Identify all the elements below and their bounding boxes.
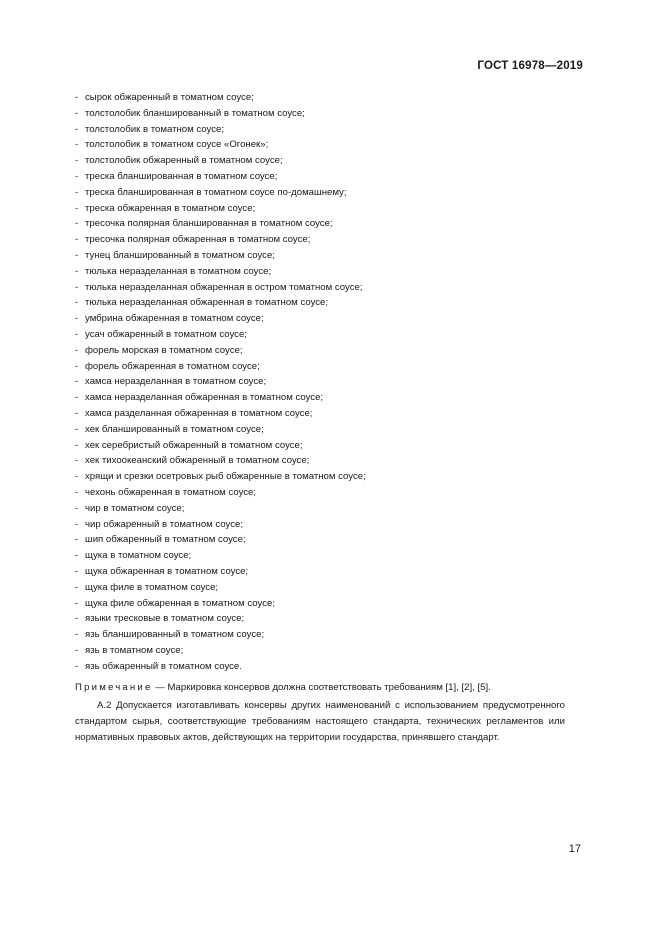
list-item xyxy=(75,311,575,327)
list-item-text: тресочка полярная обжаренная в томатном соусе; xyxy=(85,234,311,246)
list-item xyxy=(75,248,575,264)
list-item-text: хек серебристый обжаренный в томатном соусе; xyxy=(85,439,303,451)
paragraph-a2 xyxy=(75,698,565,745)
list-item xyxy=(75,343,575,359)
list-bullet: - xyxy=(75,186,79,198)
list-bullet: - xyxy=(75,249,79,261)
list-item-text: тунец бланшированный в томатном соусе; xyxy=(85,249,275,261)
list-bullet: - xyxy=(75,565,79,577)
list-bullet: - xyxy=(75,313,79,325)
list-bullet: - xyxy=(75,360,79,372)
list-item-text: язь обжаренный в томатном соусе. xyxy=(85,660,242,672)
list-item-text: хамса неразделанная обжаренная в томатном соусе; xyxy=(85,392,324,404)
list-item xyxy=(75,374,575,390)
list-bullet: - xyxy=(75,392,79,404)
list-bullet: - xyxy=(75,139,79,151)
list-item-text: язь бланшированный в томатном соусе; xyxy=(85,629,265,641)
list-item xyxy=(75,580,575,596)
list-item-text: толстолобик бланшированный в томатном соусе; xyxy=(85,107,305,119)
list-bullet: - xyxy=(75,281,79,293)
list-item-text: усач обжаренный в томатном соусе; xyxy=(85,328,247,340)
list-item xyxy=(75,643,575,659)
list-item-text: язь в томатном соусе; xyxy=(85,644,184,656)
list-bullet: - xyxy=(75,518,79,530)
list-bullet: - xyxy=(75,613,79,625)
list-item xyxy=(75,90,575,106)
list-bullet: - xyxy=(75,107,79,119)
note-text: — Маркировка консервов должна соответствовать требованиям [1], [2], [5]. xyxy=(152,682,491,693)
list-item xyxy=(75,201,575,217)
list-item xyxy=(75,548,575,564)
list-item-text: чир обжаренный в томатном соусе; xyxy=(85,518,244,530)
list-bullet: - xyxy=(75,123,79,135)
list-item-text: треска бланшированная в томатном соусе; xyxy=(85,170,278,182)
list-item xyxy=(75,264,575,280)
list-item-text: хек бланшированный в томатном соусе; xyxy=(85,423,264,435)
list-bullet: - xyxy=(75,218,79,230)
list-item-text: треска обжаренная в томатном соусе; xyxy=(85,202,256,214)
list-item-text: хек тихоокеанский обжаренный в томатном соусе; xyxy=(85,455,310,467)
list-bullet: - xyxy=(75,629,79,641)
list-item xyxy=(75,659,575,675)
list-item-text: тюлька неразделанная обжаренная в томатном соусе; xyxy=(85,297,329,309)
list-bullet: - xyxy=(75,328,79,340)
list-item xyxy=(75,406,575,422)
note xyxy=(75,680,575,695)
list-bullet: - xyxy=(75,660,79,672)
list-bullet: - xyxy=(75,471,79,483)
list-bullet: - xyxy=(75,170,79,182)
list-bullet: - xyxy=(75,344,79,356)
list-item xyxy=(75,359,575,375)
list-item xyxy=(75,469,575,485)
list-bullet: - xyxy=(75,439,79,451)
note-label: Примечание xyxy=(75,682,153,693)
list-bullet: - xyxy=(75,455,79,467)
list-item-text: тресочка полярная бланшированная в томатном соусе; xyxy=(85,218,333,230)
list-item xyxy=(75,596,575,612)
list-item-text: толстолобик обжаренный в томатном соусе; xyxy=(85,155,283,167)
list-item xyxy=(75,627,575,643)
list-item xyxy=(75,280,575,296)
product-list xyxy=(75,90,575,674)
list-item-text: хамса разделанная обжаренная в томатном соусе; xyxy=(85,407,313,419)
list-item-text: щука филе обжаренная в томатном соусе; xyxy=(85,597,276,609)
list-item-text: щука филе в томатном соусе; xyxy=(85,581,219,593)
list-bullet: - xyxy=(75,92,79,103)
list-bullet: - xyxy=(75,202,79,214)
list-item-text: тюлька неразделанная обжаренная в остром томатном соусе; xyxy=(85,281,363,293)
list-item-text: толстолобик в томатном соусе; xyxy=(85,123,224,135)
list-item xyxy=(75,532,575,548)
list-item xyxy=(75,185,575,201)
list-item-text: чир в томатном соусе; xyxy=(85,502,185,514)
list-item xyxy=(75,390,575,406)
list-item-text: тюлька неразделанная в томатном соусе; xyxy=(85,265,272,277)
list-bullet: - xyxy=(75,297,79,309)
list-item-text: сырок обжаренный в томатном соусе; xyxy=(85,92,254,103)
list-item-text: форель обжаренная в томатном соусе; xyxy=(85,360,260,372)
list-item xyxy=(75,137,575,153)
list-bullet: - xyxy=(75,423,79,435)
page-number: 17 xyxy=(568,843,581,855)
list-bullet: - xyxy=(75,407,79,419)
list-bullet: - xyxy=(75,550,79,562)
paragraph-text: А.2 Допускается изготавливать консервы других наименований с использованием предусмотренного стандартом сырья, соответствующие требованиям настоящего стандарта, технических регламентов или нормативных правовых актов, действующих на территории государства, принявшего стандарт. xyxy=(75,700,565,743)
list-item xyxy=(75,438,575,454)
list-item xyxy=(75,122,575,138)
list-bullet: - xyxy=(75,597,79,609)
list-item xyxy=(75,517,575,533)
list-item xyxy=(75,485,575,501)
list-bullet: - xyxy=(75,486,79,498)
list-item-text: толстолобик в томатном соусе «Огонек»; xyxy=(85,139,269,151)
list-bullet: - xyxy=(75,234,79,246)
list-item-text: чехонь обжаренная в томатном соусе; xyxy=(85,486,257,498)
list-bullet: - xyxy=(75,644,79,656)
list-item-text: форель морская в томатном соусе; xyxy=(85,344,243,356)
list-item xyxy=(75,501,575,517)
list-item xyxy=(75,232,575,248)
list-item xyxy=(75,106,575,122)
list-item-text: хамса неразделанная в томатном соусе; xyxy=(85,376,267,388)
list-item xyxy=(75,295,575,311)
list-item-text: щука обжаренная в томатном соусе; xyxy=(85,565,249,577)
list-item xyxy=(75,216,575,232)
list-bullet: - xyxy=(75,155,79,167)
document-code: ГОСТ 16978—2019 xyxy=(477,60,583,72)
list-bullet: - xyxy=(75,581,79,593)
list-item-text: хрящи и срезки осетровых рыб обжаренные в томатном соусе; xyxy=(85,471,366,483)
list-item-text: щука в томатном соусе; xyxy=(85,550,192,562)
list-item xyxy=(75,564,575,580)
list-item-text: шип обжаренный в томатном соусе; xyxy=(85,534,246,546)
list-item xyxy=(75,453,575,469)
list-bullet: - xyxy=(75,376,79,388)
list-item xyxy=(75,153,575,169)
list-item-text: языки тресковые в томатном соусе; xyxy=(85,613,245,625)
list-bullet: - xyxy=(75,502,79,514)
list-item xyxy=(75,422,575,438)
list-item xyxy=(75,327,575,343)
list-bullet: - xyxy=(75,265,79,277)
list-item xyxy=(75,169,575,185)
list-item-text: треска бланшированная в томатном соусе по-домашнему; xyxy=(85,186,347,198)
list-bullet: - xyxy=(75,534,79,546)
list-item-text: умбрина обжаренная в томатном соусе; xyxy=(85,313,264,325)
list-item xyxy=(75,611,575,627)
